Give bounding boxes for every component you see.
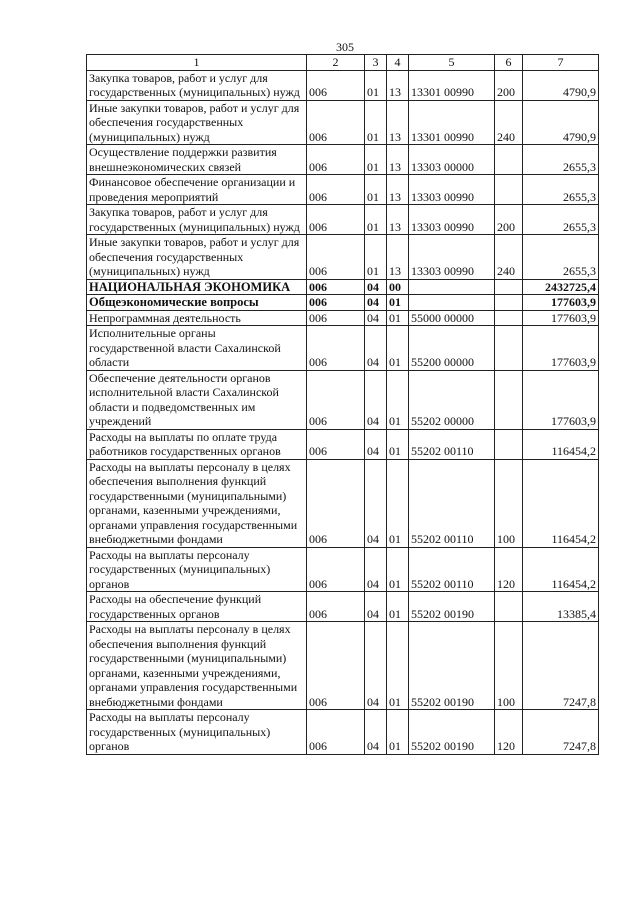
admin-code-cell: 006 xyxy=(307,70,365,100)
amount-cell: 2655,3 xyxy=(523,175,599,205)
expense-type-cell: 100 xyxy=(495,622,523,710)
admin-code-cell: 006 xyxy=(307,326,365,371)
subsection-code-cell: 13 xyxy=(387,205,409,235)
expense-type-cell: 240 xyxy=(495,100,523,145)
expense-type-cell xyxy=(495,279,523,295)
target-code-cell: 13303 00990 xyxy=(409,235,495,280)
column-header: 1 xyxy=(87,55,307,71)
subsection-code-cell: 00 xyxy=(387,279,409,295)
table-body xyxy=(87,70,599,754)
subsection-code-cell: 13 xyxy=(387,100,409,145)
section-code-cell: 04 xyxy=(365,622,387,710)
table-row xyxy=(87,295,599,311)
admin-code-cell: 006 xyxy=(307,370,365,429)
subsection-code-cell: 13 xyxy=(387,175,409,205)
section-code-cell: 04 xyxy=(365,370,387,429)
subsection-code-cell: 01 xyxy=(387,326,409,371)
column-header: 4 xyxy=(387,55,409,71)
amount-cell: 177603,9 xyxy=(523,295,599,311)
target-code-cell: 55202 00110 xyxy=(409,429,495,459)
section-code-cell: 04 xyxy=(365,326,387,371)
table-row xyxy=(87,547,599,592)
subsection-code-cell: 01 xyxy=(387,710,409,755)
subsection-code-cell: 01 xyxy=(387,622,409,710)
page-number: 305 xyxy=(336,40,354,54)
table-row xyxy=(87,370,599,429)
section-code-cell: 01 xyxy=(365,235,387,280)
admin-code-cell: 006 xyxy=(307,710,365,755)
admin-code-cell: 006 xyxy=(307,459,365,547)
admin-code-cell: 006 xyxy=(307,429,365,459)
table-row xyxy=(87,279,599,295)
amount-cell: 13385,4 xyxy=(523,592,599,622)
subsection-code-cell: 01 xyxy=(387,459,409,547)
subsection-code-cell: 01 xyxy=(387,310,409,326)
target-code-cell: 55000 00000 xyxy=(409,310,495,326)
row-name-cell: Непрограммная деятельность xyxy=(87,310,307,326)
admin-code-cell: 006 xyxy=(307,547,365,592)
section-code-cell: 04 xyxy=(365,547,387,592)
expense-type-cell xyxy=(495,326,523,371)
section-code-cell: 01 xyxy=(365,145,387,175)
row-name-cell: Общеэкономические вопросы xyxy=(87,295,307,311)
target-code-cell: 13301 00990 xyxy=(409,70,495,100)
table-row xyxy=(87,326,599,371)
table-row xyxy=(87,175,599,205)
column-header: 6 xyxy=(495,55,523,71)
expense-type-cell: 120 xyxy=(495,547,523,592)
expense-type-cell xyxy=(495,295,523,311)
expense-type-cell xyxy=(495,310,523,326)
section-code-cell: 04 xyxy=(365,429,387,459)
subsection-code-cell: 01 xyxy=(387,592,409,622)
row-name-cell: Расходы на выплаты персоналу в целях обеспечения выполнения функций государственными (муниципальными) органами, казенными учреждениями, органами управления государственными внебюджетными фондами xyxy=(87,459,307,547)
amount-cell: 177603,9 xyxy=(523,370,599,429)
amount-cell: 2655,3 xyxy=(523,205,599,235)
section-code-cell: 01 xyxy=(365,70,387,100)
expense-type-cell: 240 xyxy=(495,235,523,280)
subsection-code-cell: 01 xyxy=(387,547,409,592)
subsection-code-cell: 01 xyxy=(387,295,409,311)
subsection-code-cell: 01 xyxy=(387,429,409,459)
admin-code-cell: 006 xyxy=(307,205,365,235)
table-row xyxy=(87,459,599,547)
column-header: 7 xyxy=(523,55,599,71)
column-header: 2 xyxy=(307,55,365,71)
admin-code-cell: 006 xyxy=(307,295,365,311)
row-name-cell: Расходы на обеспечение функций государственных органов xyxy=(87,592,307,622)
target-code-cell: 13303 00000 xyxy=(409,145,495,175)
section-code-cell: 04 xyxy=(365,295,387,311)
expense-type-cell xyxy=(495,592,523,622)
target-code-cell: 55202 00190 xyxy=(409,622,495,710)
target-code-cell: 55200 00000 xyxy=(409,326,495,371)
table-row xyxy=(87,205,599,235)
row-name-cell: Финансовое обеспечение организации и проведения мероприятий xyxy=(87,175,307,205)
admin-code-cell: 006 xyxy=(307,100,365,145)
target-code-cell: 55202 00000 xyxy=(409,370,495,429)
target-code-cell xyxy=(409,295,495,311)
admin-code-cell: 006 xyxy=(307,145,365,175)
admin-code-cell: 006 xyxy=(307,235,365,280)
header-row xyxy=(87,55,599,71)
admin-code-cell: 006 xyxy=(307,279,365,295)
row-name-cell: Расходы на выплаты персоналу государственных (муниципальных) органов xyxy=(87,710,307,755)
amount-cell: 116454,2 xyxy=(523,547,599,592)
admin-code-cell: 006 xyxy=(307,592,365,622)
amount-cell: 177603,9 xyxy=(523,310,599,326)
admin-code-cell: 006 xyxy=(307,622,365,710)
section-code-cell: 04 xyxy=(365,459,387,547)
admin-code-cell: 006 xyxy=(307,175,365,205)
expense-type-cell: 200 xyxy=(495,70,523,100)
table-row xyxy=(87,429,599,459)
expense-type-cell xyxy=(495,429,523,459)
amount-cell: 116454,2 xyxy=(523,429,599,459)
row-name-cell: НАЦИОНАЛЬНАЯ ЭКОНОМИКА xyxy=(87,279,307,295)
section-code-cell: 04 xyxy=(365,710,387,755)
column-header: 5 xyxy=(409,55,495,71)
target-code-cell: 13303 00990 xyxy=(409,175,495,205)
amount-cell: 116454,2 xyxy=(523,459,599,547)
amount-cell: 7247,8 xyxy=(523,710,599,755)
expense-type-cell xyxy=(495,175,523,205)
target-code-cell: 55202 00110 xyxy=(409,459,495,547)
target-code-cell: 13301 00990 xyxy=(409,100,495,145)
amount-cell: 4790,9 xyxy=(523,70,599,100)
expense-type-cell: 120 xyxy=(495,710,523,755)
expense-type-cell xyxy=(495,370,523,429)
table-row xyxy=(87,145,599,175)
amount-cell: 2655,3 xyxy=(523,235,599,280)
target-code-cell: 13303 00990 xyxy=(409,205,495,235)
amount-cell: 4790,9 xyxy=(523,100,599,145)
section-code-cell: 04 xyxy=(365,592,387,622)
target-code-cell: 55202 00190 xyxy=(409,592,495,622)
subsection-code-cell: 01 xyxy=(387,370,409,429)
table-row xyxy=(87,710,599,755)
row-name-cell: Исполнительные органы государственной власти Сахалинской области xyxy=(87,326,307,371)
amount-cell: 2655,3 xyxy=(523,145,599,175)
row-name-cell: Расходы на выплаты персоналу в целях обеспечения выполнения функций государственными (муниципальными) органами, казенными учреждениями, органами управления государственными внебюджетными фондами xyxy=(87,622,307,710)
table-row xyxy=(87,310,599,326)
subsection-code-cell: 13 xyxy=(387,70,409,100)
expense-type-cell: 100 xyxy=(495,459,523,547)
row-name-cell: Иные закупки товаров, работ и услуг для обеспечения государственных (муниципальных) нужд xyxy=(87,100,307,145)
column-header: 3 xyxy=(365,55,387,71)
target-code-cell: 55202 00190 xyxy=(409,710,495,755)
row-name-cell: Закупка товаров, работ и услуг для государственных (муниципальных) нужд xyxy=(87,70,307,100)
row-name-cell: Осуществление поддержки развития внешнеэкономических связей xyxy=(87,145,307,175)
table-row xyxy=(87,622,599,710)
row-name-cell: Расходы на выплаты по оплате труда работников государственных органов xyxy=(87,429,307,459)
table-row xyxy=(87,70,599,100)
row-name-cell: Обеспечение деятельности органов исполнительной власти Сахалинской области и подведомственных им учреждений xyxy=(87,370,307,429)
section-code-cell: 04 xyxy=(365,310,387,326)
table-row xyxy=(87,592,599,622)
expense-type-cell xyxy=(495,145,523,175)
row-name-cell: Расходы на выплаты персоналу государственных (муниципальных) органов xyxy=(87,547,307,592)
table-row xyxy=(87,100,599,145)
section-code-cell: 01 xyxy=(365,175,387,205)
target-code-cell xyxy=(409,279,495,295)
section-code-cell: 04 xyxy=(365,279,387,295)
admin-code-cell: 006 xyxy=(307,310,365,326)
expense-type-cell: 200 xyxy=(495,205,523,235)
section-code-cell: 01 xyxy=(365,100,387,145)
amount-cell: 2432725,4 xyxy=(523,279,599,295)
subsection-code-cell: 13 xyxy=(387,235,409,280)
row-name-cell: Иные закупки товаров, работ и услуг для обеспечения государственных (муниципальных) нужд xyxy=(87,235,307,280)
amount-cell: 7247,8 xyxy=(523,622,599,710)
budget-table xyxy=(86,54,599,755)
subsection-code-cell: 13 xyxy=(387,145,409,175)
row-name-cell: Закупка товаров, работ и услуг для государственных (муниципальных) нужд xyxy=(87,205,307,235)
section-code-cell: 01 xyxy=(365,205,387,235)
table-row xyxy=(87,235,599,280)
target-code-cell: 55202 00110 xyxy=(409,547,495,592)
amount-cell: 177603,9 xyxy=(523,326,599,371)
